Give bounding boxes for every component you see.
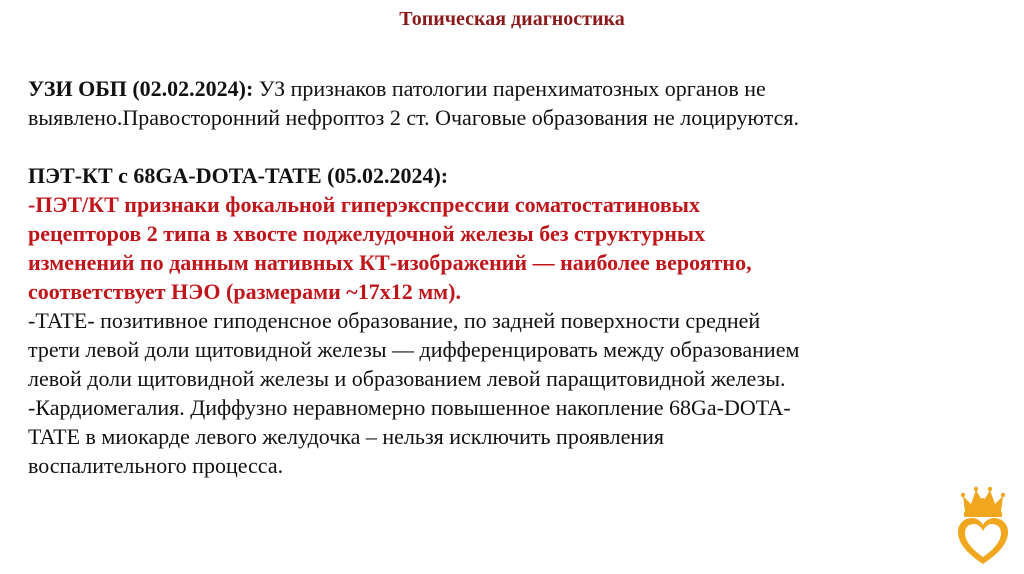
tate-line-1: -TATE- позитивное гиподенсное образование, по задней поверхности средней bbox=[28, 308, 761, 333]
pet-finding-line-1: -ПЭТ/КТ признаки фокальной гиперэкспрессии соматостатиновых bbox=[28, 192, 700, 217]
pet-finding-line-4: соответствует НЭО (размерами ~17х12 мм). bbox=[28, 279, 461, 304]
tate-line-3: левой доли щитовидной железы и образованием левой паращитовидной железы. bbox=[28, 366, 786, 391]
pet-finding-line-3: изменений по данным нативных КТ-изображений — наиболее вероятно, bbox=[28, 250, 752, 275]
uzi-label: УЗИ ОБП (02.02.2024): bbox=[28, 76, 254, 101]
pet-label: ПЭТ-КТ с 68GA-DOTA-TATE (05.02.2024): bbox=[28, 163, 449, 188]
spacer bbox=[28, 132, 988, 161]
uzi-line-2: выявлено.Правосторонний нефроптоз 2 ст. Очаговые образования не лоцируются. bbox=[28, 105, 799, 130]
pet-finding-line-2: рецепторов 2 типа в хвосте поджелудочной железы без структурных bbox=[28, 221, 706, 246]
cardio-line-3: воспалительного процесса. bbox=[28, 453, 284, 478]
tate-line-2: трети левой доли щитовидной железы — дифференцировать между образованием bbox=[28, 337, 800, 362]
uzi-line-1 bbox=[28, 74, 988, 103]
uzi-text-1: УЗ признаков патологии паренхиматозных органов не bbox=[253, 76, 766, 101]
crown-heart-logo-icon bbox=[955, 482, 1011, 568]
cardio-line-2: TATE в миокарде левого желудочка – нельзя исключить проявления bbox=[28, 424, 665, 449]
slide-title: Топическая диагностика bbox=[399, 8, 625, 30]
slide-body bbox=[28, 74, 988, 480]
cardio-line-1: -Кардиомегалия. Диффузно неравномерно повышенное накопление 68Ga-DOTA- bbox=[28, 395, 791, 420]
